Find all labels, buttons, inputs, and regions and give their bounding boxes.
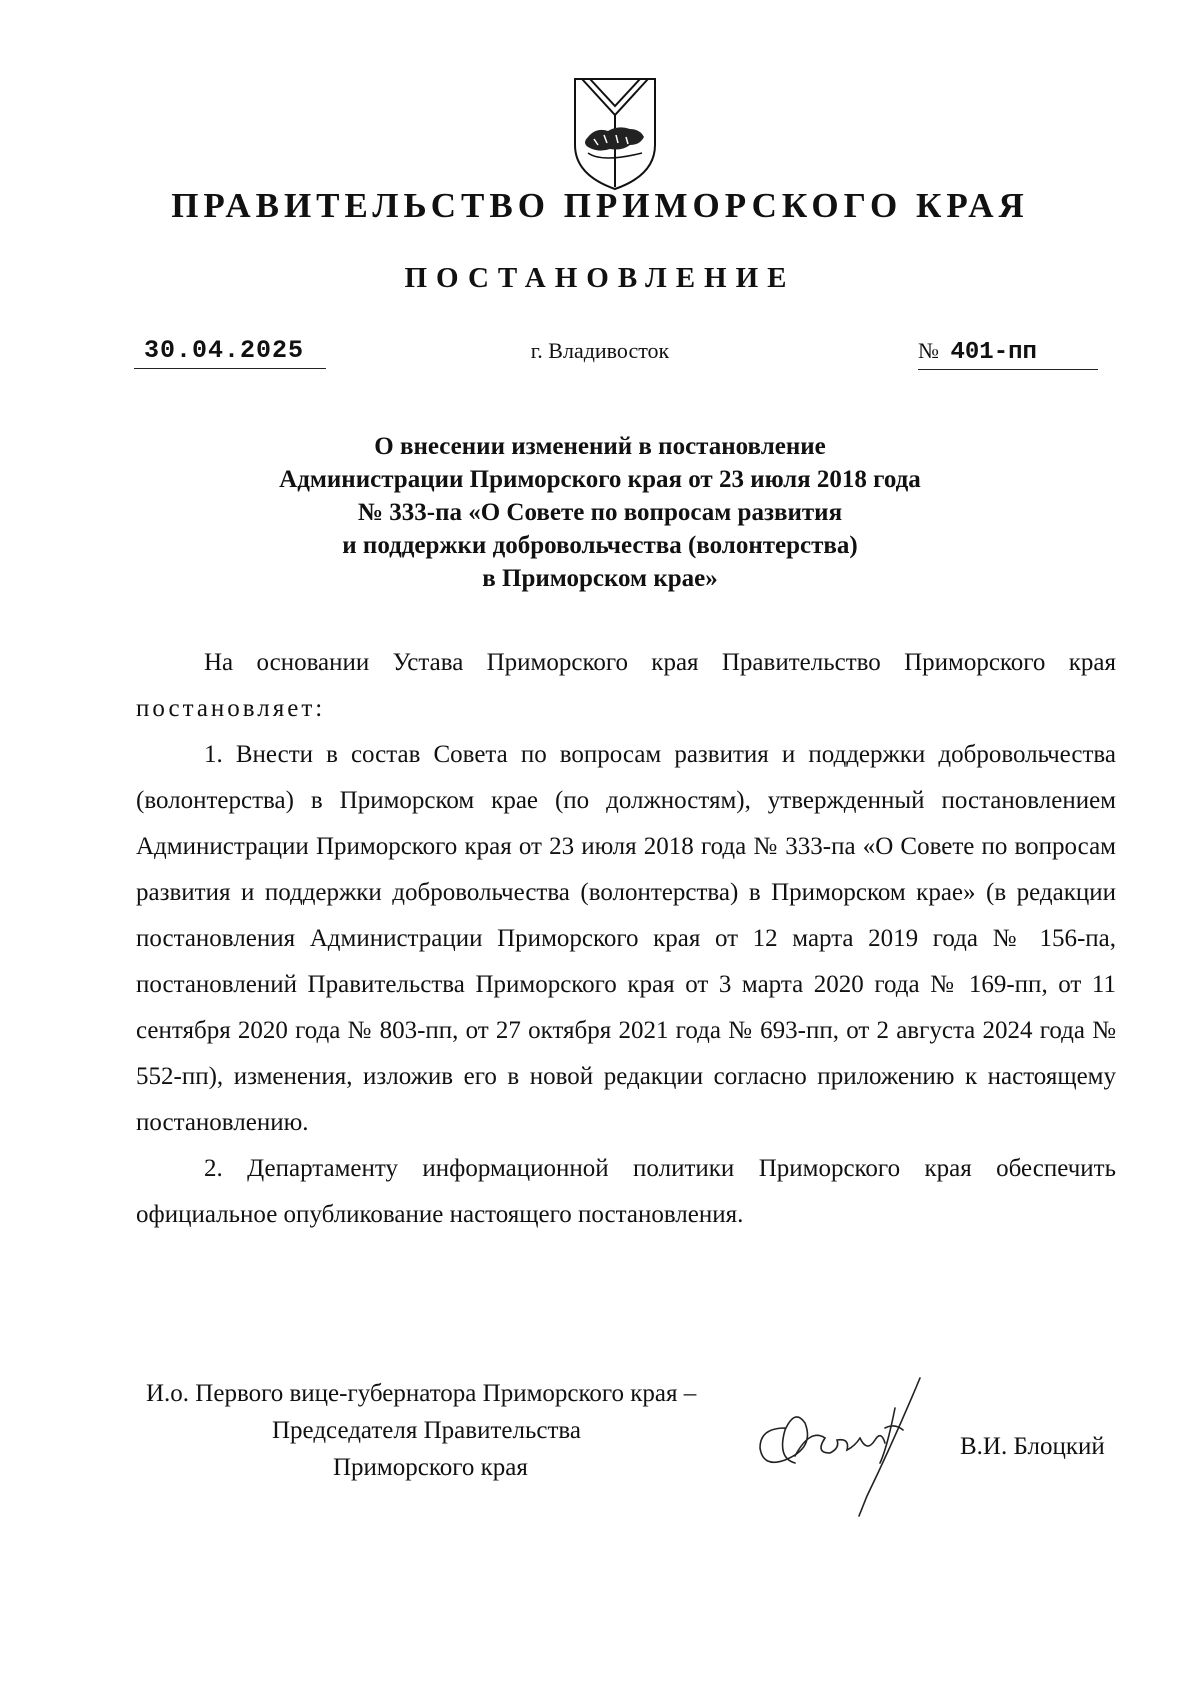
subject-line: Администрации Приморского края от 23 июля 2018 года [279, 466, 921, 493]
preamble-decree-word: постановляет: [136, 695, 326, 722]
subject-line: О внесении изменений в постановление [374, 433, 826, 460]
primorsky-krai-coat-of-arms-icon [570, 75, 660, 193]
preamble-text: На основании Устава Приморского края Правительство Приморского края [204, 649, 1116, 676]
document-type: ПОСТАНОВЛЕНИЕ [404, 262, 796, 294]
document-body [136, 640, 1116, 1238]
signatory-position-line-1: И.о. Первого вице-губернатора Приморского края – [146, 1380, 697, 1407]
handwritten-signature-icon [755, 1368, 935, 1518]
subject-line: № 333-па «О Совете по вопросам развития [357, 499, 843, 526]
number-prefix: № [918, 338, 939, 363]
signatory-position-line-2: Председателя Правительства [272, 1417, 581, 1444]
subject-line: и поддержки добровольчества (волонтерства) [342, 532, 858, 559]
item-1-paragraph: 1. Внести в состав Совета по вопросам развития и поддержки добровольчества (волонтерства) в Приморском крае (по должностям), утвержденный постановлением Администрации Приморского края от 23 июля 2018 года № 333-па «О Совете по вопросам развития и поддержки добровольчества (волонтерства) в Приморском крае» (в редакции постановления Администрации Приморского края от 12 марта 2019 года № 156-па, постановлений Правительства Приморского края от 3 марта 2020 года № 169-пп, от 11 сентября 2020 года № 803-пп, от 27 октября 2021 года № 693-пп, от 2 августа 2024 года № 552-пп), изменения, изложив его в новой редакции согласно приложению к настоящему постановлению. [136, 741, 1116, 1136]
subject-line: в Приморском крае» [482, 565, 718, 592]
document-city: г. Владивосток [530, 338, 670, 363]
organization-title: ПРАВИТЕЛЬСТВО ПРИМОРСКОГО КРАЯ [171, 186, 1029, 225]
signatory-name: В.И. Блоцкий [960, 1433, 1105, 1460]
number-value: 401-пп [950, 339, 1037, 366]
document-date: 30.04.2025 [134, 336, 326, 369]
document-number [918, 338, 1098, 370]
preamble-paragraph [136, 640, 1116, 732]
item-2-paragraph: 2. Департаменту информационной политики Приморского края обеспечить официальное опубликование настоящего постановления. [136, 1155, 1116, 1228]
document-subject [200, 430, 1000, 595]
signatory-position-line-3: Приморского края [333, 1454, 528, 1481]
